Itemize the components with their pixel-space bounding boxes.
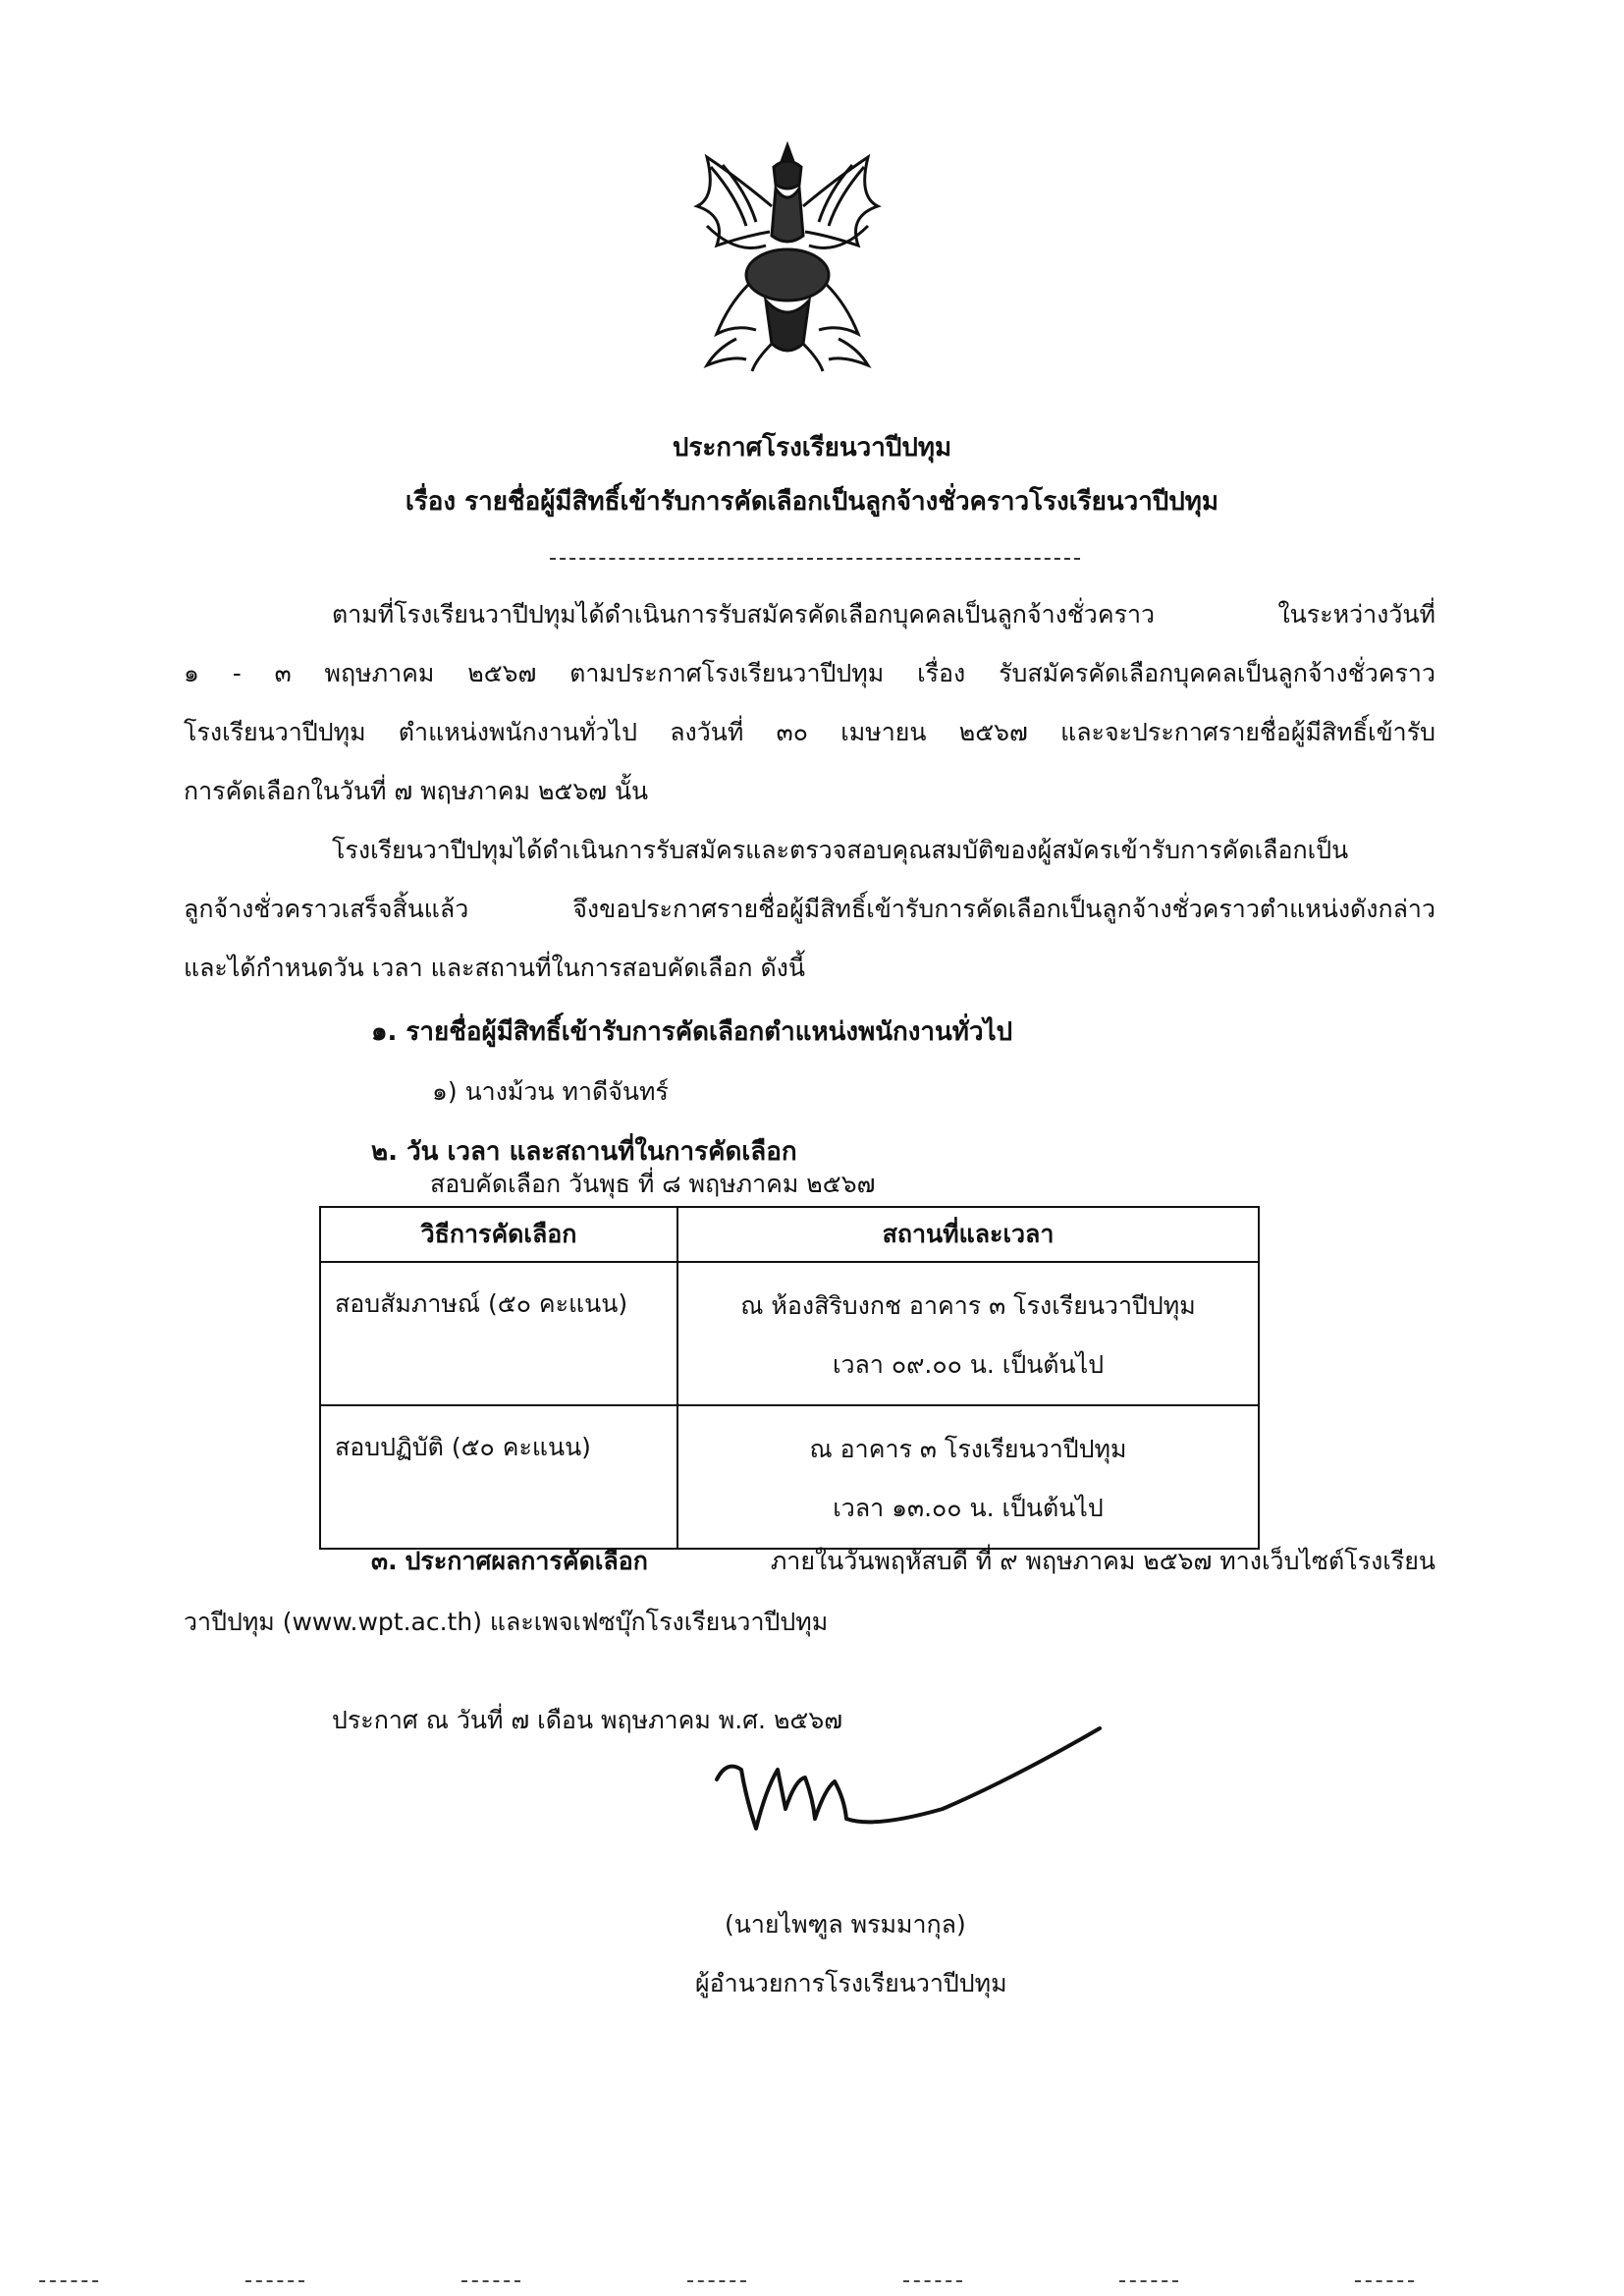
section-3-line: วาปีปทุม (www.wpt.ac.th) และเพจเฟซบุ๊กโรงเรียนวาปีปทุม: [184, 1608, 829, 1636]
place-text: ณ ห้องสิริบงกช อาคาร ๓ โรงเรียนวาปีปทุม: [740, 1291, 1196, 1320]
schedule-table: [319, 1206, 1260, 1550]
intro-line: ๑ - ๓ พฤษภาคม ๒๕๖๗ ตามประกาศโรงเรียนวาปีปทุม เรื่อง รับสมัครคัดเลือกบุคคลเป็นลูกจ้างชั่วคราว: [184, 659, 1435, 687]
signature-image: [687, 1721, 1119, 1848]
place-text: ณ อาคาร ๓ โรงเรียนวาปีปทุม: [809, 1435, 1127, 1463]
paragraph-line: และได้กำหนดวัน เวลา และสถานที่ในการสอบคัดเลือก ดังนี้: [184, 954, 805, 982]
column-header: วิธีการคัดเลือก: [320, 1207, 677, 1262]
scan-mark: [1119, 2280, 1178, 2282]
announce-date: ประกาศ ณ วันที่ ๗ เดือน พฤษภาคม พ.ศ. ๒๕๖๗: [332, 1706, 843, 1734]
scan-mark: [1355, 2280, 1414, 2282]
scan-mark: [903, 2280, 962, 2282]
announcement-subject: เรื่อง รายชื่อผู้มีสิทธิ์เข้ารับการคัดเลือกเป็นลูกจ้างชั่วคราวโรงเรียนวาปีปทุม: [405, 487, 1219, 517]
section-3-title: ประกาศผลการคัดเลือก: [405, 1547, 648, 1575]
candidate-item: ๑) นางม้วน ทาดีจันทร์: [432, 1077, 669, 1106]
column-header: สถานที่และเวลา: [677, 1207, 1259, 1262]
exam-date: สอบคัดเลือก วันพุธ ที่ ๘ พฤษภาคม ๒๕๖๗: [430, 1170, 876, 1198]
time-text: เวลา ๑๓.๐๐ น. เป็นต้นไป: [833, 1494, 1104, 1522]
section-1-title: ๑. รายชื่อผู้มีสิทธิ์เข้ารับการคัดเลือกตำแหน่งพนักงานทั่วไป: [371, 1017, 1013, 1047]
section-3-line: [371, 1542, 1435, 1581]
signer-name: (นายไพฑูล พรมมากุล): [725, 1910, 966, 1939]
scan-mark: [687, 2280, 746, 2282]
signer-position: ผู้อำนวยการโรงเรียนวาปีปทุม: [695, 1969, 1007, 1997]
section-2-title: ๒. วัน เวลา และสถานที่ในการคัดเลือก: [371, 1137, 797, 1167]
section-3-heading: [371, 1542, 648, 1581]
table-row: [320, 1262, 1259, 1405]
section-3-text: ภายในวันพฤหัสบดี ที่ ๙ พฤษภาคม ๒๕๖๗ ทางเว็บไซต์โรงเรียน: [770, 1547, 1435, 1575]
intro-line: โรงเรียนวาปีปทุม ตำแหน่งพนักงานทั่วไป ลงวันที่ ๓๐ เมษายน ๒๕๖๗ และจะประกาศรายชื่อผู้มีสิทธิ์เข้ารับ: [184, 718, 1435, 746]
announcement-title: ประกาศโรงเรียนวาปีปทุม: [672, 433, 952, 463]
table-header-row: [320, 1207, 1259, 1262]
method-cell: สอบปฏิบัติ (๕๐ คะแนน): [320, 1405, 677, 1549]
place-cell: [677, 1262, 1259, 1405]
time-text: เวลา ๐๙.๐๐ น. เป็นต้นไป: [832, 1350, 1105, 1379]
paragraph-line: โรงเรียนวาปีปทุมได้ดำเนินการรับสมัครและตรวจสอบคุณสมบัติของผู้สมัครเข้ารับการคัดเลือกเป็น: [332, 836, 1349, 864]
intro-line: ตามที่โรงเรียนวาปีปทุมได้ดำเนินการรับสมัครคัดเลือกบุคคลเป็นลูกจ้างชั่วคราว ในระหว่างวันที่: [332, 600, 1435, 629]
place-cell: [677, 1405, 1259, 1549]
intro-line: การคัดเลือกในวันที่ ๗ พฤษภาคม ๒๕๖๗ นั้น: [184, 777, 649, 805]
method-cell: สอบสัมภาษณ์ (๕๐ คะแนน): [320, 1262, 677, 1405]
table-row: [320, 1405, 1259, 1549]
garuda-emblem-icon: [677, 137, 898, 373]
scan-mark: [461, 2280, 520, 2282]
paragraph-line: ลูกจ้างชั่วคราวเสร็จสิ้นแล้ว จึงขอประกาศรายชื่อผู้มีสิทธิ์เข้ารับการคัดเลือกเป็นลูกจ้างชั่วคราวตำแหน่งดังกล่าว: [184, 895, 1435, 923]
section-3-number: ๓.: [371, 1547, 398, 1575]
scan-mark: [245, 2280, 304, 2282]
scan-mark: [39, 2280, 98, 2282]
title-divider: [550, 558, 1080, 560]
